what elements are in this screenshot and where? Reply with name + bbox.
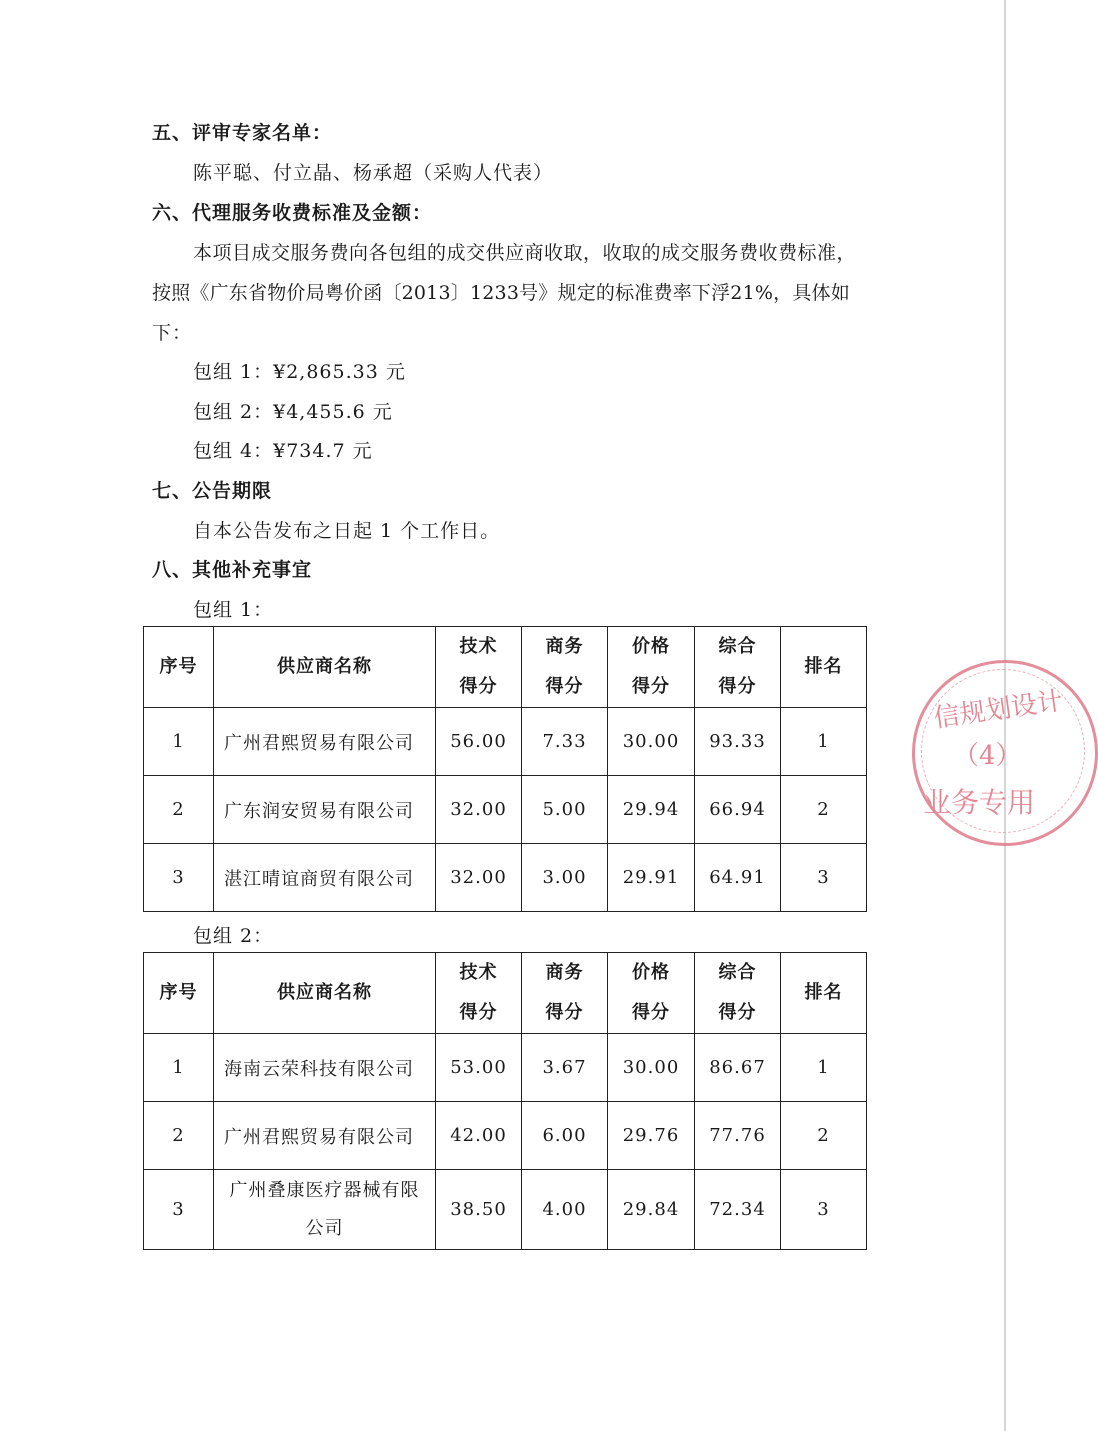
header-rank: 排名	[781, 627, 867, 708]
fee-paragraph-line-3: 下：	[152, 322, 193, 344]
cell-supplier-name: 海南云荣科技有限公司	[214, 1034, 436, 1102]
cell-tech-score: 53.00	[436, 1034, 522, 1102]
cell-tech-score: 32.00	[436, 844, 522, 912]
table-row	[144, 1102, 867, 1170]
header-total-score: 综合 得分	[695, 953, 781, 1034]
cell-rank: 2	[781, 1102, 867, 1170]
cell-total-score: 77.76	[695, 1102, 781, 1170]
cell-supplier-name: 湛江晴谊商贸有限公司	[214, 844, 436, 912]
header-supplier-name: 供应商名称	[214, 627, 436, 708]
cell-business-score: 5.00	[522, 776, 608, 844]
table-header-row	[144, 627, 867, 708]
cell-business-score: 3.00	[522, 844, 608, 912]
section-5-title: 五、评审专家名单：	[152, 122, 333, 144]
cell-seq: 3	[144, 844, 214, 912]
cell-business-score: 6.00	[522, 1102, 608, 1170]
header-price-score: 价格 得分	[608, 953, 695, 1034]
cell-total-score: 72.34	[695, 1170, 781, 1250]
package-2-score-table	[143, 952, 867, 1250]
cell-price-score: 29.94	[608, 776, 695, 844]
cell-rank: 3	[781, 1170, 867, 1250]
seal-text-number: （4）	[953, 741, 1022, 771]
cell-tech-score: 56.00	[436, 708, 522, 776]
cell-seq: 3	[144, 1170, 214, 1250]
fee-paragraph-line-1: 本项目成交服务费向各包组的成交供应商收取，收取的成交服务费收费标准，	[193, 242, 857, 264]
cell-total-score: 86.67	[695, 1034, 781, 1102]
header-tech-score: 技术 得分	[436, 627, 522, 708]
cell-seq: 2	[144, 1102, 214, 1170]
notice-period: 自本公告发布之日起 1 个工作日。	[193, 520, 501, 542]
fee-package-4: 包组 4：¥734.7 元	[193, 440, 373, 462]
cell-business-score: 3.67	[522, 1034, 608, 1102]
cell-price-score: 29.84	[608, 1170, 695, 1250]
table-row	[144, 708, 867, 776]
cell-rank: 1	[781, 708, 867, 776]
table-row	[144, 844, 867, 912]
cell-seq: 1	[144, 1034, 214, 1102]
official-seal	[912, 660, 1098, 846]
expert-list: 陈平聪、付立晶、杨承超（采购人代表）	[193, 162, 554, 184]
fee-package-2: 包组 2：¥4,455.6 元	[193, 401, 393, 423]
cell-price-score: 29.76	[608, 1102, 695, 1170]
cell-supplier-name: 广州叠康医疗器械有限 公司	[214, 1170, 436, 1250]
package-2-label: 包组 2：	[193, 925, 274, 947]
header-price-score: 价格 得分	[608, 627, 695, 708]
header-seq: 序号	[144, 953, 214, 1034]
header-rank: 排名	[781, 953, 867, 1034]
header-supplier-name: 供应商名称	[214, 953, 436, 1034]
header-total-score: 综合 得分	[695, 627, 781, 708]
header-business-score: 商务 得分	[522, 627, 608, 708]
cell-business-score: 4.00	[522, 1170, 608, 1250]
header-business-score: 商务 得分	[522, 953, 608, 1034]
cell-supplier-name: 广州君熙贸易有限公司	[214, 708, 436, 776]
cell-total-score: 64.91	[695, 844, 781, 912]
table-header-row	[144, 953, 867, 1034]
package-1-score-table	[143, 626, 867, 912]
cell-rank: 1	[781, 1034, 867, 1102]
cell-tech-score: 42.00	[436, 1102, 522, 1170]
header-seq: 序号	[144, 627, 214, 708]
table-row	[144, 1034, 867, 1102]
table-row	[144, 1170, 867, 1250]
seal-text-bottom: 业务专用	[923, 786, 1036, 819]
cell-rank: 3	[781, 844, 867, 912]
cell-total-score: 93.33	[695, 708, 781, 776]
cell-rank: 2	[781, 776, 867, 844]
cell-seq: 1	[144, 708, 214, 776]
cell-tech-score: 32.00	[436, 776, 522, 844]
table-row	[144, 776, 867, 844]
seal-text-top: 信规划设计	[931, 686, 1065, 734]
cell-price-score: 30.00	[608, 1034, 695, 1102]
section-8-title: 八、其他补充事宜	[152, 559, 313, 581]
cell-supplier-name: 广东润安贸易有限公司	[214, 776, 436, 844]
cell-supplier-name: 广州君熙贸易有限公司	[214, 1102, 436, 1170]
section-6-title: 六、代理服务收费标准及金额：	[152, 202, 433, 224]
package-1-label: 包组 1：	[193, 599, 274, 621]
header-tech-score: 技术 得分	[436, 953, 522, 1034]
cell-tech-score: 38.50	[436, 1170, 522, 1250]
fee-package-1: 包组 1：¥2,865.33 元	[193, 361, 406, 383]
fee-paragraph-line-2: 按照《广东省物价局粤价函〔2013〕1233号》规定的标准费率下浮21%，具体如	[152, 282, 850, 304]
cell-business-score: 7.33	[522, 708, 608, 776]
section-7-title: 七、公告期限	[152, 480, 273, 502]
cell-seq: 2	[144, 776, 214, 844]
cell-price-score: 30.00	[608, 708, 695, 776]
cell-total-score: 66.94	[695, 776, 781, 844]
cell-price-score: 29.91	[608, 844, 695, 912]
